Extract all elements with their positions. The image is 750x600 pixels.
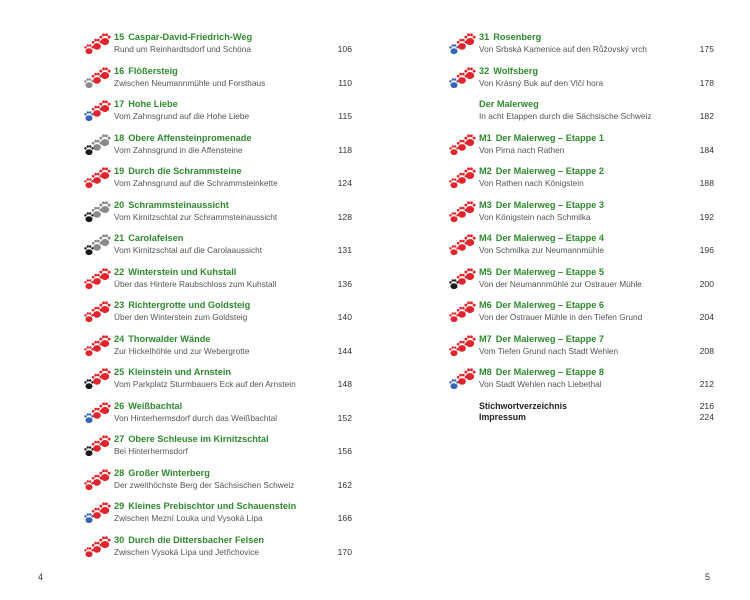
toc-entry-title-text: Der Malerweg – Etappe 7: [495, 333, 605, 344]
toc-entry-title: [479, 267, 604, 277]
toc-entry-subtitle: In acht Etappen durch die Sächsische Schweiz: [479, 111, 652, 121]
toc-entry[interactable]: [82, 533, 352, 567]
toc-entry-title: [114, 66, 178, 76]
toc-entry[interactable]: [82, 97, 352, 131]
toc-entry-subtitle: Bei Hinterhermsdorf: [114, 446, 188, 456]
toc-entry-number: 19: [114, 166, 125, 176]
toc-entry-subtitle: Von Hinterhermsdorf durch das Weißbachtal: [114, 412, 278, 423]
difficulty-paws-icon: [447, 365, 477, 393]
toc-entry-number: 24: [114, 333, 125, 344]
toc-entry-subtitle: Von Schmilka zur Neumannmühle: [479, 245, 604, 255]
toc-entry-title: [479, 32, 541, 42]
toc-entry-page: 144: [337, 345, 352, 356]
toc-entry-number: 20: [114, 199, 125, 210]
paw-print-icon: [84, 513, 93, 523]
toc-entry-title: [479, 334, 604, 344]
toc-entry[interactable]: [447, 365, 714, 399]
toc-entry[interactable]: [447, 131, 714, 165]
toc-entry-subtitle: Von Srbská Kamenice auf den Růžovský vrch: [479, 44, 647, 54]
toc-entry-page: 128: [337, 211, 352, 222]
toc-entry-number: 15: [114, 32, 125, 42]
toc-entry-title: [114, 334, 210, 344]
paw-print-icon: [84, 379, 93, 389]
toc-entry-title: [114, 233, 183, 243]
toc-entry-title: [479, 367, 604, 377]
difficulty-paws-icon: [447, 164, 477, 192]
difficulty-paws-icon: [447, 298, 477, 326]
difficulty-paws-icon: [82, 64, 112, 92]
toc-entry-title: [114, 267, 236, 277]
difficulty-paws-icon: [82, 198, 112, 226]
toc-entry-number: 26: [114, 400, 125, 411]
toc-entry-title-text: Der Malerweg – Etappe 2: [495, 166, 605, 176]
toc-entry-page: 152: [337, 412, 352, 423]
toc-entry-page: 166: [337, 513, 352, 523]
toc-entry-number: M2: [479, 166, 492, 176]
toc-entry-title-text: Der Malerweg – Etappe 6: [495, 300, 605, 310]
toc-entry-number: M8: [479, 367, 492, 377]
difficulty-paws-icon: [82, 231, 112, 259]
toc-entry-title: [114, 200, 229, 210]
toc-entry-number: M7: [479, 333, 492, 344]
toc-extras: [447, 399, 714, 429]
difficulty-paws-icon: [82, 499, 112, 527]
toc-entry-page: 118: [338, 144, 352, 155]
toc-entry[interactable]: [82, 131, 352, 165]
toc-entry-title-text: Durch die Dittersbacher Felsen: [128, 534, 265, 545]
toc-entry-title: [479, 99, 539, 109]
difficulty-paws-icon: [82, 164, 112, 192]
toc-entry-page: 162: [337, 479, 352, 490]
difficulty-paws-icon: [447, 332, 477, 360]
toc-entry-title-text: Obere Schleuse im Kirnitzschtal: [128, 434, 269, 444]
toc-entry-subtitle: Vom Parkplatz Sturmbauers Eck auf den Arnstein: [114, 379, 296, 389]
toc-entry-page: 182: [699, 111, 714, 121]
toc-entry-subtitle: Rund um Reinhardtsdorf und Schöna: [114, 44, 251, 54]
toc-entry-title: [114, 401, 182, 411]
toc-entry-number: M3: [479, 199, 492, 210]
toc-entry[interactable]: [82, 265, 352, 299]
difficulty-paws-icon: [82, 466, 112, 494]
page-number-left: 4: [38, 572, 44, 582]
paw-print-icon: [84, 245, 93, 255]
toc-entry-number: 28: [114, 467, 125, 478]
difficulty-paws-icon: [82, 533, 112, 561]
paw-print-icon: [84, 44, 93, 54]
toc-entry-subtitle: Von der Neumannmühle zur Ostrauer Mühle: [479, 278, 642, 289]
paw-print-icon: [449, 212, 458, 222]
toc-entry-title-text: Richtergrotte und Goldsteig: [128, 300, 251, 310]
toc-entry-title-text: Kleinstein und Arnstein: [128, 367, 232, 377]
toc-entry-subtitle: Von Stadt Wehlen nach Liebethal: [479, 379, 602, 389]
toc-entry[interactable]: [447, 97, 714, 131]
paw-print-icon: [449, 78, 458, 88]
toc-entry[interactable]: [82, 198, 352, 232]
toc-entry-title: [114, 166, 242, 176]
toc-entry-subtitle: Vom Kirnitzschtal auf die Carolaaussicht: [114, 245, 263, 255]
toc-entry-title-text: Der Malerweg – Etappe 3: [495, 199, 605, 210]
toc-entry[interactable]: [447, 64, 714, 98]
toc-extra-page: 216: [699, 400, 714, 411]
toc-entry-number: 30: [114, 534, 125, 545]
toc-entry[interactable]: [82, 298, 352, 332]
difficulty-paws-icon: [447, 265, 477, 293]
toc-entry[interactable]: [82, 466, 352, 500]
toc-entry-title-text: Caspar-David-Friedrich-Weg: [128, 32, 253, 42]
paw-print-icon: [84, 312, 93, 322]
toc-entry-number: M4: [479, 233, 492, 243]
toc-entry-title: [114, 468, 210, 478]
toc-entry-title-text: Weißbachtal: [128, 400, 183, 411]
toc-entry-title: [114, 133, 251, 143]
toc-entry-number: 16: [114, 65, 125, 76]
difficulty-paws-icon: [82, 131, 112, 159]
toc-entry[interactable]: [82, 432, 352, 466]
toc-entry-number: 17: [114, 99, 125, 109]
toc-entry[interactable]: [447, 198, 714, 232]
toc-entry-subtitle: Zwischen Vysoká Lípa und Jetřichovice: [114, 546, 259, 557]
toc-entry-number: 22: [114, 266, 125, 277]
paw-print-icon: [449, 379, 458, 389]
toc-column-right: [447, 30, 714, 429]
toc-entry-title-text: Großer Winterberg: [128, 467, 210, 478]
toc-entry-page: 106: [337, 44, 352, 54]
toc-entry-title-text: Thorwalder Wände: [128, 333, 211, 344]
toc-entry[interactable]: [82, 64, 352, 98]
toc-entry-title-text: Flößersteig: [128, 65, 178, 76]
toc-entry-title: [114, 99, 178, 109]
toc-entry-subtitle: Zwischen Mezní Louka und Vysoká Lípa: [114, 513, 263, 523]
toc-entry-subtitle: Vom Tiefen Grund nach Stadt Wehlen: [479, 345, 619, 356]
toc-entry-title-text: Obere Affensteinpromenade: [128, 132, 252, 143]
paw-print-icon: [449, 279, 458, 289]
toc-entry-title: [114, 434, 269, 444]
toc-entry-page: 175: [699, 44, 714, 54]
toc-entry-number: 18: [114, 132, 125, 143]
toc-entry-page: 212: [699, 379, 714, 389]
paw-print-icon: [449, 312, 458, 322]
paw-print-icon: [84, 145, 93, 155]
difficulty-paws-icon: [82, 30, 112, 58]
toc-entry-subtitle: Vom Zahnsgrund auf die Hohe Liebe: [114, 111, 250, 121]
toc-entry-number: M5: [479, 266, 492, 277]
toc-entry-title-text: Der Malerweg – Etappe 4: [495, 233, 605, 243]
paw-print-icon: [84, 480, 93, 490]
toc-entry-subtitle: Von Pirna nach Rathen: [479, 144, 565, 155]
toc-entry-number: 31: [479, 32, 490, 42]
toc-entry-page: 131: [337, 245, 352, 255]
paw-print-icon: [449, 44, 458, 54]
paw-print-icon: [84, 178, 93, 188]
toc-entry[interactable]: [447, 265, 714, 299]
toc-entry-page: 196: [699, 245, 714, 255]
toc-column-left: [82, 30, 352, 566]
toc-entry-page: 184: [699, 144, 714, 155]
toc-entry-title: [114, 32, 252, 42]
paw-print-icon: [449, 178, 458, 188]
toc-entry-title-text: Hohe Liebe: [128, 99, 178, 109]
toc-entry-title-text: Durch die Schrammsteine: [128, 166, 242, 176]
difficulty-paws-icon: [447, 30, 477, 58]
toc-entry-number: 27: [114, 434, 125, 444]
toc-entry-page: 156: [337, 446, 352, 456]
toc-entry-subtitle: Von Rathen nach Königstein: [479, 178, 584, 188]
paw-print-icon: [449, 145, 458, 155]
toc-entry-page: 110: [338, 77, 352, 88]
difficulty-paws-icon: [82, 365, 112, 393]
toc-entry-title-text: Schrammsteinaussicht: [128, 199, 229, 210]
toc-entry-number: 25: [114, 367, 125, 377]
toc-entry-title: [114, 300, 250, 310]
toc-entry-title: [114, 535, 264, 545]
toc-extra-page: 224: [699, 411, 714, 422]
toc-entry[interactable]: [82, 164, 352, 198]
toc-entry[interactable]: [447, 231, 714, 265]
toc-entry-subtitle: Vom Zahnsgrund auf die Schrammsteinkette: [114, 178, 278, 188]
toc-entry-subtitle: Über den Winterstein zum Goldsteig: [114, 312, 248, 322]
toc-entry[interactable]: [82, 231, 352, 265]
difficulty-paws-icon: [82, 399, 112, 427]
paw-print-icon: [84, 346, 93, 356]
page-number-right: 5: [705, 572, 711, 582]
toc-entry-title: [479, 300, 604, 310]
toc-entry-number: 23: [114, 300, 125, 310]
difficulty-paws-icon: [82, 332, 112, 360]
difficulty-paws-icon: [447, 198, 477, 226]
toc-entry-page: 140: [337, 312, 352, 322]
toc-entry-page: 170: [337, 546, 352, 557]
toc-entry-page: 208: [699, 345, 714, 356]
toc-entry-subtitle: Der zweithöchste Berg der Sächsischen Schweiz: [114, 479, 295, 490]
toc-entry-title-text: Rosenberg: [493, 32, 542, 42]
toc-entry-page: 115: [338, 111, 352, 121]
paw-print-icon: [84, 111, 93, 121]
toc-entry-title-text: Carolafelsen: [128, 233, 184, 243]
difficulty-paws-icon: [447, 231, 477, 259]
toc-entry-subtitle: Zwischen Neumannmühle und Forsthaus: [114, 77, 266, 88]
toc-entry-title: [479, 66, 538, 76]
toc-entry[interactable]: [82, 30, 352, 64]
toc-extra-title[interactable]: Impressum: [479, 411, 526, 422]
toc-entry-title: [479, 133, 604, 143]
toc-entry-subtitle: Vom Kirnitzschtal zur Schrammsteinaussicht: [114, 211, 278, 222]
toc-entry[interactable]: [447, 298, 714, 332]
paw-print-icon: [84, 212, 93, 222]
toc-entry-title: [479, 200, 604, 210]
toc-entry-page: 192: [699, 211, 714, 222]
toc-entry-title-text: Der Malerweg: [479, 99, 539, 109]
toc-entry[interactable]: [447, 164, 714, 198]
toc-entry-title-text: Winterstein und Kuhstall: [128, 266, 237, 277]
toc-entry-title: [479, 233, 604, 243]
toc-entry-title: [479, 166, 604, 176]
toc-entry[interactable]: [82, 499, 352, 533]
toc-entry[interactable]: [447, 30, 714, 64]
toc-entry-subtitle: Über das Hintere Raubschloss zum Kuhstall: [114, 278, 277, 289]
difficulty-paws-icon: [447, 64, 477, 92]
toc-entry-number: 29: [114, 501, 125, 511]
paw-print-icon: [84, 547, 93, 557]
toc-entry[interactable]: [82, 332, 352, 366]
toc-extra-title[interactable]: Stichwortverzeichnis: [479, 400, 567, 411]
toc-entry-title: [114, 501, 296, 511]
toc-entry[interactable]: [82, 365, 352, 399]
toc-entry-title: [114, 367, 231, 377]
toc-entry-subtitle: Von Krásný Buk auf den Vlčí hora: [479, 77, 604, 88]
toc-entry-subtitle: Von Königstein nach Schmilka: [479, 211, 591, 222]
toc-entry-page: 204: [699, 312, 714, 322]
difficulty-paws-icon: [82, 265, 112, 293]
toc-entry-title-text: Der Malerweg – Etappe 1: [495, 132, 605, 143]
toc-entry-number: M1: [479, 132, 492, 143]
paw-print-icon: [84, 78, 93, 88]
toc-entry-page: 148: [337, 379, 352, 389]
toc-entry-title-text: Kleines Prebischtor und Schauenstein: [128, 501, 297, 511]
paw-print-icon: [84, 446, 93, 456]
toc-entry-title-text: Wolfsberg: [493, 65, 538, 76]
difficulty-paws-icon: [447, 131, 477, 159]
paw-print-icon: [84, 279, 93, 289]
toc-entry[interactable]: [447, 332, 714, 366]
toc-entry-number: M6: [479, 300, 492, 310]
toc-entry-title-text: Der Malerweg – Etappe 8: [495, 367, 605, 377]
paw-print-icon: [84, 413, 93, 423]
toc-entry-subtitle: Von der Ostrauer Mühle in den Tiefen Grund: [479, 312, 643, 322]
toc-entry-number: 32: [479, 65, 490, 76]
toc-entry-number: 21: [114, 233, 125, 243]
toc-entry-subtitle: Zur Hickelhöhle und zur Webergrotte: [114, 345, 250, 356]
toc-entry-page: 136: [337, 278, 352, 289]
difficulty-paws-icon: [82, 97, 112, 125]
toc-entry-page: 124: [337, 178, 352, 188]
toc-entry-page: 200: [699, 278, 714, 289]
toc-entry-subtitle: Vom Zahnsgrund in die Affensteine: [114, 144, 243, 155]
difficulty-paws-icon: [82, 298, 112, 326]
paw-print-icon: [449, 245, 458, 255]
toc-entry-title-text: Der Malerweg – Etappe 5: [495, 266, 605, 277]
difficulty-paws-icon: [82, 432, 112, 460]
toc-entry-page: 188: [699, 178, 714, 188]
toc-entry-page: 178: [699, 77, 714, 88]
paw-print-icon: [449, 346, 458, 356]
toc-entry[interactable]: [82, 399, 352, 433]
